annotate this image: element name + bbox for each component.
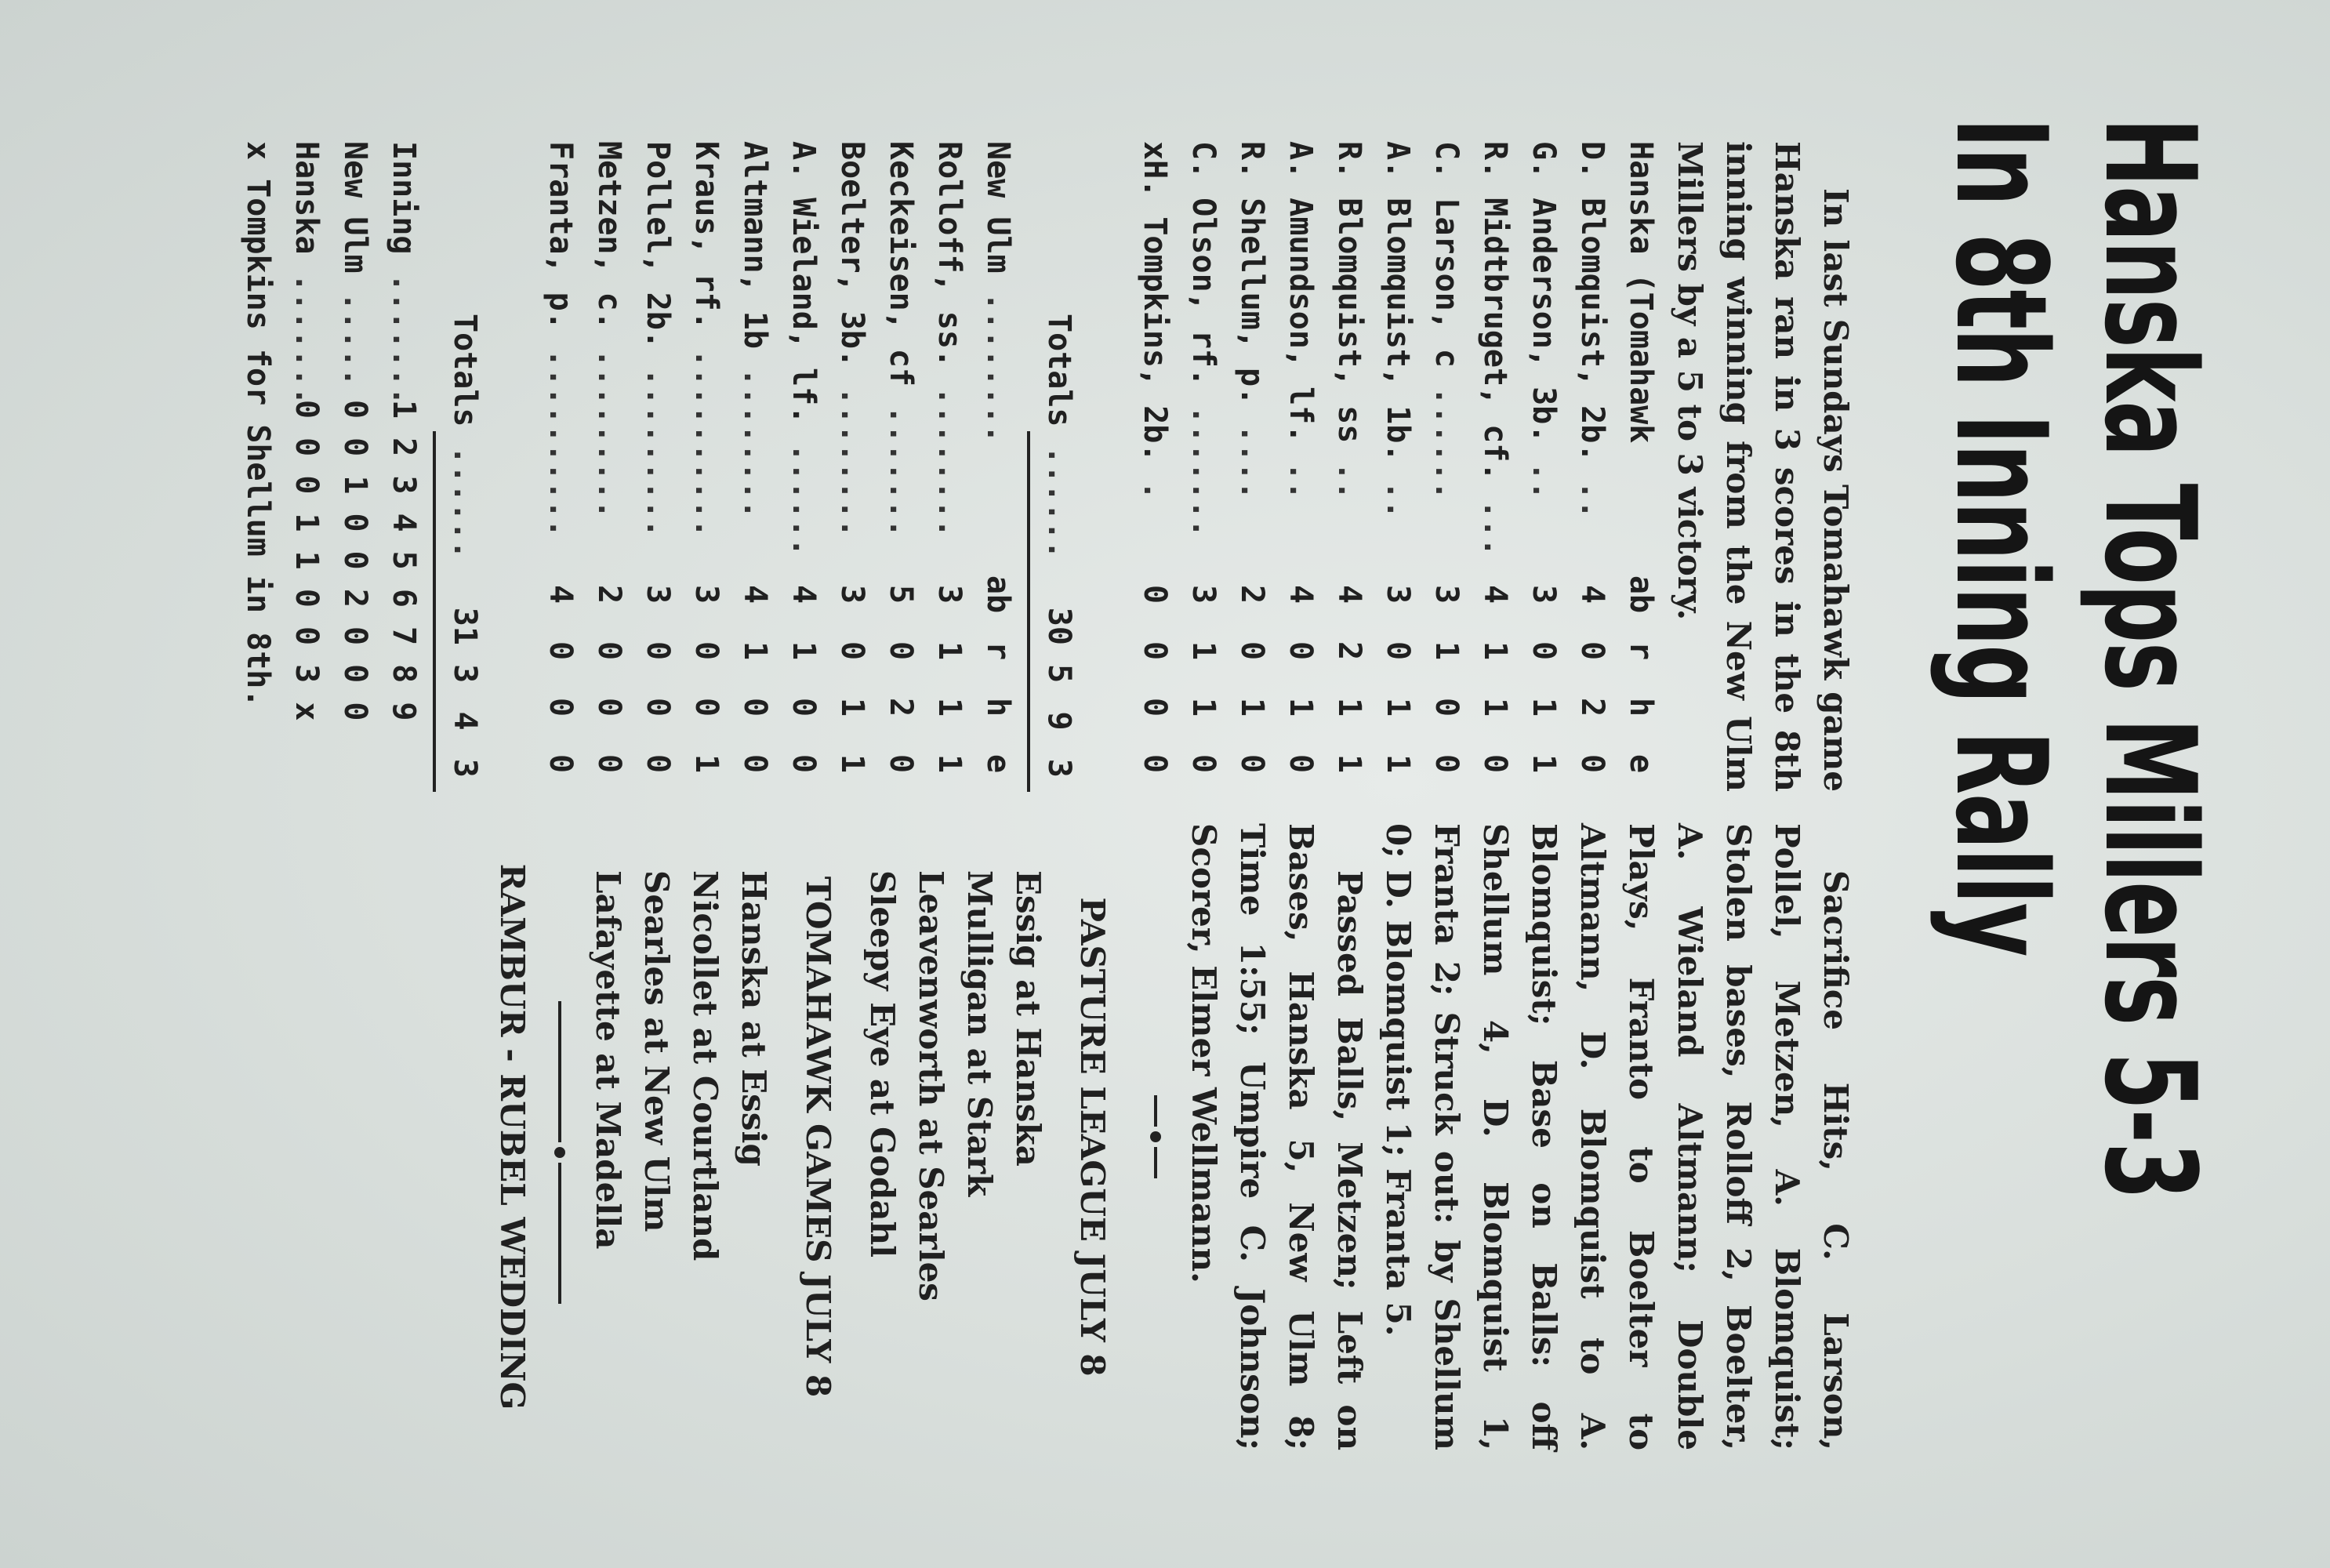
pasture-league-games [858,823,1052,1450]
stat-ab: 3 [931,584,967,604]
player-name: Pollel, 2b. [640,141,676,349]
tomahawk-game: Hanska at Essig [735,870,773,1167]
pasture-game: Sleepy Eye at Godahl [863,870,902,1258]
player-row [828,141,876,792]
stat-h: 0 [737,697,773,717]
newulm-player-rows [536,141,974,792]
player-name: C. Larson, c [1428,141,1464,368]
stat-r: 0 [1137,641,1173,661]
player-row [1422,141,1471,792]
stat-r: 0 [1380,641,1416,661]
player-name: Altmann, 1b [737,141,773,349]
line-score [282,141,428,792]
leader-dots: ....... [386,273,422,406]
player-row [1471,141,1519,792]
stat-r: 1 [1477,641,1513,661]
totals-h: 4 [447,711,483,731]
line-score-row [379,141,428,792]
stat-ab: 4 [1283,584,1319,604]
stat-r: 0 [591,641,627,661]
leader-dots: ... [1477,499,1513,557]
player-name: Kraus, rf. [688,141,724,330]
stat-r: 0 [688,641,724,661]
stat-e: 0 [640,753,676,774]
leader-dots: ...... [786,443,822,557]
totals-dots: ...... [447,445,483,560]
spacer [489,141,536,792]
stat-e: 0 [883,753,919,774]
inning-values: 1 2 3 4 5 6 7 8 9 [386,400,422,721]
stat-ab: 3 [688,584,724,604]
col-header: ab [980,575,1016,614]
leader-dots: ...... [1428,387,1464,500]
stat-h: 0 [1428,697,1464,717]
stat-h: 0 [786,697,822,717]
stat-ab: 4 [786,584,822,604]
totals-r: 5 [1041,664,1077,684]
stat-ab: 3 [1380,584,1416,604]
stat-ab: 3 [640,584,676,604]
totals-label: Totals [447,314,483,427]
stat-ab: 3 [1428,584,1464,604]
stat-h: 0 [591,697,627,717]
stat-e: 0 [786,753,822,774]
stat-e: 0 [1283,753,1319,774]
stat-e: 0 [737,753,773,774]
header-dots: ........ [980,292,1016,444]
player-name: R. Shellum, p. [1234,141,1270,406]
stat-r: 1 [786,641,822,661]
next-article-heading: RAMBUR - RUBEL WEDDING [493,863,532,1410]
line-score-label: Inning [386,141,422,255]
pasture-game: Leavenworth at Searles [912,870,950,1301]
stat-e: 0 [591,753,627,774]
stat-ab: 4 [1574,584,1610,604]
tomahawk-game: Nicollet at Courtland [686,870,724,1261]
leader-dots: .. [1380,481,1416,519]
stat-r: 0 [1283,641,1319,661]
leader-dots: ........ [931,387,967,538]
leader-dots: ....... [289,273,325,406]
player-row [1179,141,1228,792]
stat-h: 2 [883,697,919,717]
player-name: D. Blomquist, 2b. [1574,141,1610,463]
player-row [1374,141,1422,792]
stat-r: 0 [1234,641,1270,661]
leader-dots: .... [1234,424,1270,500]
stat-ab: 3 [1526,584,1562,604]
stat-e: 1 [688,753,724,774]
col-header: r [1623,641,1659,661]
player-name: R. Blomquist, ss [1331,141,1367,444]
player-name: G. Anderson, 3b. [1526,141,1562,444]
player-name: R. Midtbruget, cf. [1477,141,1513,481]
summary-paragraph-2: Passed Balls, Metzen; Left on Bases, Hanska 5, New Ulm 8; Time 1:55; Umpire C. Johnson; Scorer, Elmer Wellmann. [1185,823,1369,1450]
player-row [1568,141,1617,792]
hanska-totals-row [1035,141,1083,792]
leader-dots: ......... [591,348,627,519]
stat-ab: 2 [1234,584,1270,604]
spacer [1083,141,1131,792]
player-name: A. Wieland, lf. [786,141,822,425]
stat-e: 0 [1574,753,1610,774]
totals-r: 3 [447,664,483,684]
stat-e: 0 [543,753,579,774]
leader-dots: ....... [883,405,919,538]
stat-r: 1 [1428,641,1464,661]
pasture-league-title: PASTURE LEAGUE JULY 8 [1073,897,1112,1377]
player-row [1276,141,1325,792]
col-header: h [1623,697,1659,717]
stat-h: 1 [1380,697,1416,717]
line-score-label: New Ulm [337,141,373,274]
stat-r: 0 [1526,641,1562,661]
tomahawk-games-title: TOMAHAWK GAMES JULY 8 [799,876,837,1398]
stat-h: 1 [1283,697,1319,717]
leader-dots: ....... [1185,405,1221,538]
player-name: Boelter, 3b. [834,141,870,368]
col-header: h [980,697,1016,717]
right-column [488,823,1860,1450]
leader-dots: ........ [834,387,870,538]
leader-dots: .. [1526,462,1562,500]
stat-r: 0 [883,641,919,661]
summary-paragraph-1: Sacrifice Hits, C. Larson, Pollel, Metzen, A. Blomquist; Stolen bases, Rolloff 2, Boelter, A. Wieland Altmann; Double Plays, Franto to Boelter to Altmann, D. Blomquist to A. Blomquist; Base on Balls: off Shellum 4, D. Blomquist 1, Franta 2; Struck out: by Shellum 0; D. Blomquist 1; Franta 5. [1379,823,1855,1450]
leader-dots: .......... [543,348,579,538]
stat-h: 1 [1477,697,1513,717]
stat-h: 0 [543,697,579,717]
lead-paragraph: In last Sundays Tomahawk game Hanska ran in 3 scores in the 8th inning winning from the New Ulm Millers by a 5 to 3 victory. [1671,141,1855,792]
leader-dots: .. [1574,481,1610,519]
totals-ab: 30 [1041,607,1077,645]
line-score-row [331,141,379,792]
totals-ab: 31 [447,607,483,645]
player-name: Metzen, c. [591,141,627,330]
player-name: Franta, p. [543,141,579,330]
player-row [731,141,779,792]
stat-h: 1 [1526,697,1562,717]
leader-dots: ..... [337,292,373,387]
inning-values: 0 0 0 1 1 0 0 3 x [289,400,325,721]
stat-h: 0 [688,697,724,717]
stat-e: 1 [1380,753,1416,774]
player-row [876,141,925,792]
stat-e: 0 [1137,753,1173,774]
player-row [779,141,828,792]
player-name: xH. Tompkins, 2b. [1137,141,1173,463]
leader-dots: . [1137,481,1173,500]
tomahawk-games-list [583,823,778,1450]
player-name: A. Amundson, lf. [1283,141,1319,444]
stat-ab: 5 [883,584,919,604]
player-row [925,141,974,792]
player-row [1519,141,1568,792]
stat-e: 1 [1331,753,1367,774]
player-name: A. Blomquist, 1b. [1380,141,1416,463]
box-team-name: Hanska (Tomahawk [1623,141,1659,444]
totals-h: 9 [1041,711,1077,731]
stat-h: 1 [1185,697,1221,717]
player-row [682,141,731,792]
stat-h: 1 [1331,697,1367,717]
newulm-totals-row [441,141,489,792]
stat-h: 2 [1574,697,1610,717]
box-team-name: New Ulm [980,141,1016,274]
stat-e: 0 [1428,753,1464,774]
section-bullet [1132,823,1179,1450]
line-score-note: x Tompkins for Shellum in 8th. [240,141,276,708]
line-score-label: Hanska [289,141,325,255]
col-header: ab [1623,575,1659,614]
stat-r: 1 [737,641,773,661]
totals-label: Totals [1041,314,1077,427]
leader-dots: .......... [688,348,724,538]
totals-dots: ...... [1041,445,1077,560]
stat-ab: 4 [1331,584,1367,604]
stat-e: 0 [1477,753,1513,774]
stat-ab: 4 [543,584,579,604]
leader-dots: ......... [640,368,676,538]
stat-r: 0 [640,641,676,661]
headline-line-1: Hanska Tops Millers 5-3 [2077,118,2223,1200]
col-header: e [980,753,1016,774]
stat-r: 0 [543,641,579,661]
player-name: C. Olson, rf. [1185,141,1221,387]
stat-h: 1 [1234,697,1270,717]
tomahawk-game: Searles at New Ulm [637,870,676,1232]
tomahawk-game: Lafayette at Madella [589,870,627,1250]
newulm-box-header [974,141,1022,792]
divider-rule [1027,431,1030,792]
stat-r: 1 [1185,641,1221,661]
player-row [585,141,633,792]
stat-h: 1 [931,697,967,717]
stat-e: 0 [1234,753,1270,774]
line-score-row [282,141,331,792]
stat-ab: 0 [1137,584,1173,604]
leader-dots: .. [1283,462,1319,500]
hanska-player-rows [1131,141,1617,792]
player-row [633,141,682,792]
player-row [1228,141,1276,792]
stat-ab: 3 [1185,584,1221,604]
stat-e: 0 [1185,753,1221,774]
totals-e: 3 [1041,758,1077,778]
stat-e: 1 [834,753,870,774]
section-separator [536,855,583,1450]
stat-r: 2 [1331,641,1367,661]
stat-h: 1 [834,697,870,717]
stat-ab: 4 [737,584,773,604]
player-row [536,141,585,792]
totals-e: 3 [447,758,483,778]
col-header: e [1623,753,1659,774]
stat-ab: 2 [591,584,627,604]
pasture-game: Essig at Hanska [1009,870,1047,1167]
player-name: Keckeisen, cf [883,141,919,387]
leader-dots: .. [1331,462,1367,500]
stat-e: 1 [931,753,967,774]
stat-r: 1 [931,641,967,661]
stat-h: 0 [640,697,676,717]
stat-h: 0 [1137,697,1173,717]
stat-r: 0 [834,641,870,661]
left-column [234,141,1860,792]
pasture-game: Mulligan at Stark [960,870,999,1197]
stat-e: 1 [1526,753,1562,774]
inning-values: 0 0 1 0 0 2 0 0 0 [337,400,373,721]
hanska-box-score [234,141,1665,792]
hanska-box-header [1617,141,1665,792]
col-header: r [980,641,1016,661]
stat-ab: 4 [1477,584,1513,604]
headline-line-2: In 8th Inning Rally [1928,118,2074,956]
stat-ab: 3 [834,584,870,604]
divider-rule [433,431,436,792]
player-name: Rolloff, ss. [931,141,967,368]
player-row [1131,141,1179,792]
stat-r: 0 [1574,641,1610,661]
leader-dots: ........ [737,368,773,519]
player-row [1325,141,1374,792]
